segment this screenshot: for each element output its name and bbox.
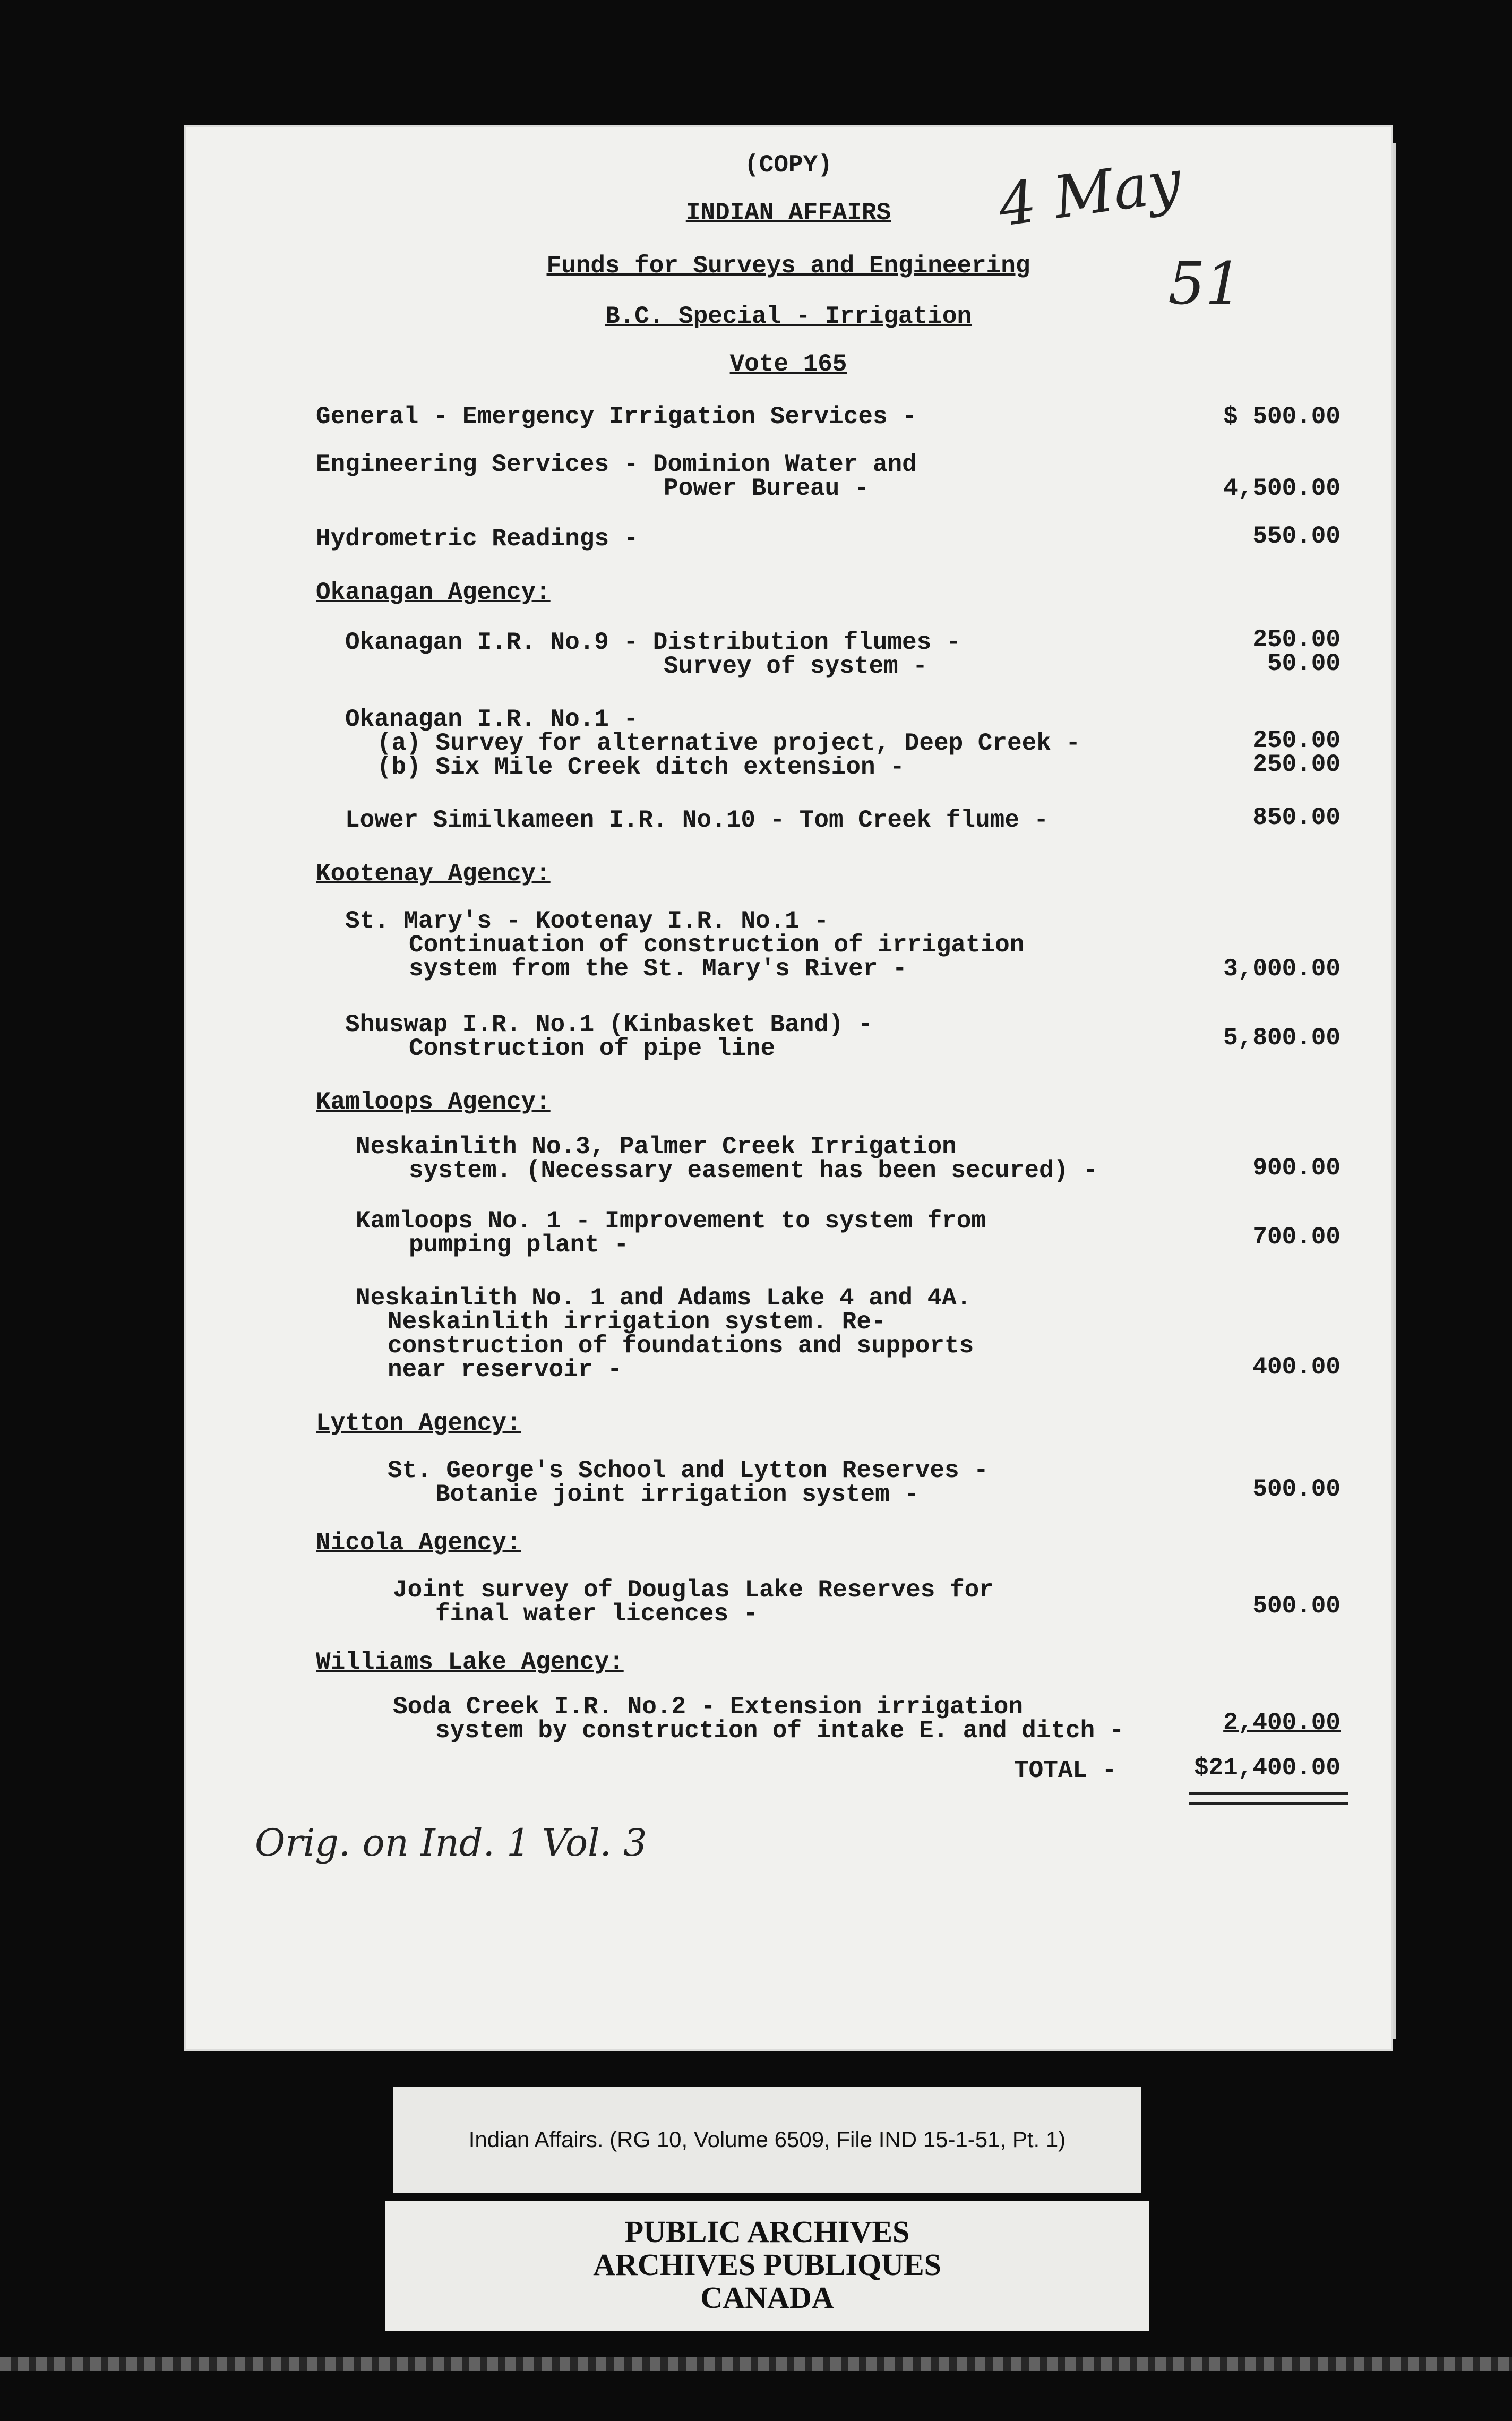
amount-engineering: 4,500.00	[1223, 475, 1341, 502]
section-kootenay: Kootenay Agency:	[316, 860, 551, 888]
copy-marker: (COPY)	[744, 151, 832, 179]
amount-neskainlith3: 900.00	[1252, 1154, 1341, 1182]
okanagan-no1-line2: (a) Survey for alternative project, Deep Creek -	[377, 729, 1081, 757]
kamloops-neskainlith3-line1: Neskainlith No.3, Palmer Creek Irrigation	[356, 1133, 957, 1161]
amount-neskainlith1: 400.00	[1252, 1353, 1341, 1381]
handwritten-original-note: Orig. on Ind. 1 Vol. 3	[255, 1821, 647, 1865]
archive-citation-label: Indian Affairs. (RG 10, Volume 6509, File IND 15-1-51, Pt. 1)	[393, 2087, 1141, 2193]
amount-okanagan-no1-b: 250.00	[1252, 751, 1341, 778]
amount-lytton: 500.00	[1252, 1475, 1341, 1503]
kamloops-no1-line2: pumping plant -	[409, 1231, 629, 1259]
kootenay-stmarys-line2: Continuation of construction of irrigation	[409, 931, 1025, 959]
document-page	[186, 127, 1391, 2049]
amount-kamloops1: 700.00	[1252, 1223, 1341, 1251]
okanagan-similkameen: Lower Similkameen I.R. No.10 - Tom Creek flume -	[345, 806, 1049, 834]
handwritten-page-number: 51	[1168, 250, 1242, 317]
section-williams-lake: Williams Lake Agency:	[316, 1649, 624, 1676]
okanagan-no1-line1: Okanagan I.R. No.1 -	[345, 706, 639, 733]
section-okanagan: Okanagan Agency:	[316, 579, 551, 606]
total-amount: $21,400.00	[1193, 1754, 1341, 1782]
section-nicola: Nicola Agency:	[316, 1529, 521, 1557]
item-general: General - Emergency Irrigation Services -	[316, 403, 917, 431]
amount-williams: 2,400.00	[1223, 1709, 1341, 1737]
section-lytton: Lytton Agency:	[316, 1410, 521, 1437]
nicola-line2: final water licences -	[435, 1600, 758, 1628]
amount-okanagan-no1-a: 250.00	[1252, 727, 1341, 754]
kamloops-no1-line1: Kamloops No. 1 - Improvement to system from	[356, 1207, 986, 1235]
kamloops-neskainlith1-line3: construction of foundations and supports	[388, 1332, 974, 1360]
amount-okanagan-no9-b: 50.00	[1267, 650, 1341, 677]
okanagan-no9-line1: Okanagan I.R. No.9 - Distribution flumes -	[345, 629, 961, 656]
item-hydrometric: Hydrometric Readings -	[316, 525, 639, 553]
kootenay-shuswap-line1: Shuswap I.R. No.1 (Kinbasket Band) -	[345, 1011, 873, 1038]
department-heading: INDIAN AFFAIRS	[685, 199, 891, 227]
amount-okanagan-no9-a: 250.00	[1252, 626, 1341, 654]
kamloops-neskainlith1-line2: Neskainlith irrigation system. Re-	[388, 1308, 886, 1336]
kootenay-shuswap-line2: Construction of pipe line	[409, 1035, 776, 1062]
handwritten-date: 4 May	[994, 147, 1185, 240]
section-kamloops: Kamloops Agency:	[316, 1088, 551, 1116]
nicola-line1: Joint survey of Douglas Lake Reserves for	[393, 1576, 994, 1604]
amount-general: $ 500.00	[1223, 403, 1341, 431]
total-double-rule	[1189, 1792, 1348, 1805]
lytton-line2: Botanie joint irrigation system -	[435, 1481, 919, 1508]
item-engineering-line1: Engineering Services - Dominion Water and	[316, 451, 917, 478]
kamloops-neskainlith3-line2: system. (Necessary easement has been secured) -	[409, 1157, 1098, 1184]
stamp-line-2: ARCHIVES PUBLIQUES	[593, 2247, 941, 2282]
stamp-line-1: PUBLIC ARCHIVES	[624, 2214, 910, 2249]
stamp-line-3: CANADA	[700, 2280, 834, 2315]
document-title: Funds for Surveys and Engineering	[546, 252, 1030, 280]
amount-nicola: 500.00	[1252, 1592, 1341, 1620]
okanagan-no9-line2: Survey of system -	[664, 653, 927, 680]
document-subtitle: B.C. Special - Irrigation	[605, 303, 972, 330]
williams-line1: Soda Creek I.R. No.2 - Extension irrigation	[393, 1693, 1023, 1721]
amount-similkameen: 850.00	[1252, 804, 1341, 831]
document-body	[186, 127, 1391, 2049]
amount-stmarys: 3,000.00	[1223, 955, 1341, 983]
total-label: TOTAL -	[1014, 1757, 1117, 1784]
archive-stamp	[385, 2201, 1149, 2331]
kootenay-stmarys-line3: system from the St. Mary's River -	[409, 955, 907, 983]
amount-hydrometric: 550.00	[1252, 522, 1341, 550]
kamloops-neskainlith1-line4: near reservoir -	[388, 1356, 622, 1384]
film-edge-strip	[0, 2357, 1512, 2371]
kootenay-stmarys-line1: St. Mary's - Kootenay I.R. No.1 -	[345, 907, 829, 935]
okanagan-no1-line3: (b) Six Mile Creek ditch extension -	[377, 753, 905, 781]
lytton-line1: St. George's School and Lytton Reserves -	[388, 1457, 989, 1484]
item-engineering-line2: Power Bureau -	[664, 475, 869, 502]
williams-line2: system by construction of intake E. and ditch -	[435, 1717, 1124, 1745]
kamloops-neskainlith1-line1: Neskainlith No. 1 and Adams Lake 4 and 4A.	[356, 1284, 972, 1312]
vote-number: Vote 165	[729, 350, 847, 378]
amount-shuswap: 5,800.00	[1223, 1024, 1341, 1052]
